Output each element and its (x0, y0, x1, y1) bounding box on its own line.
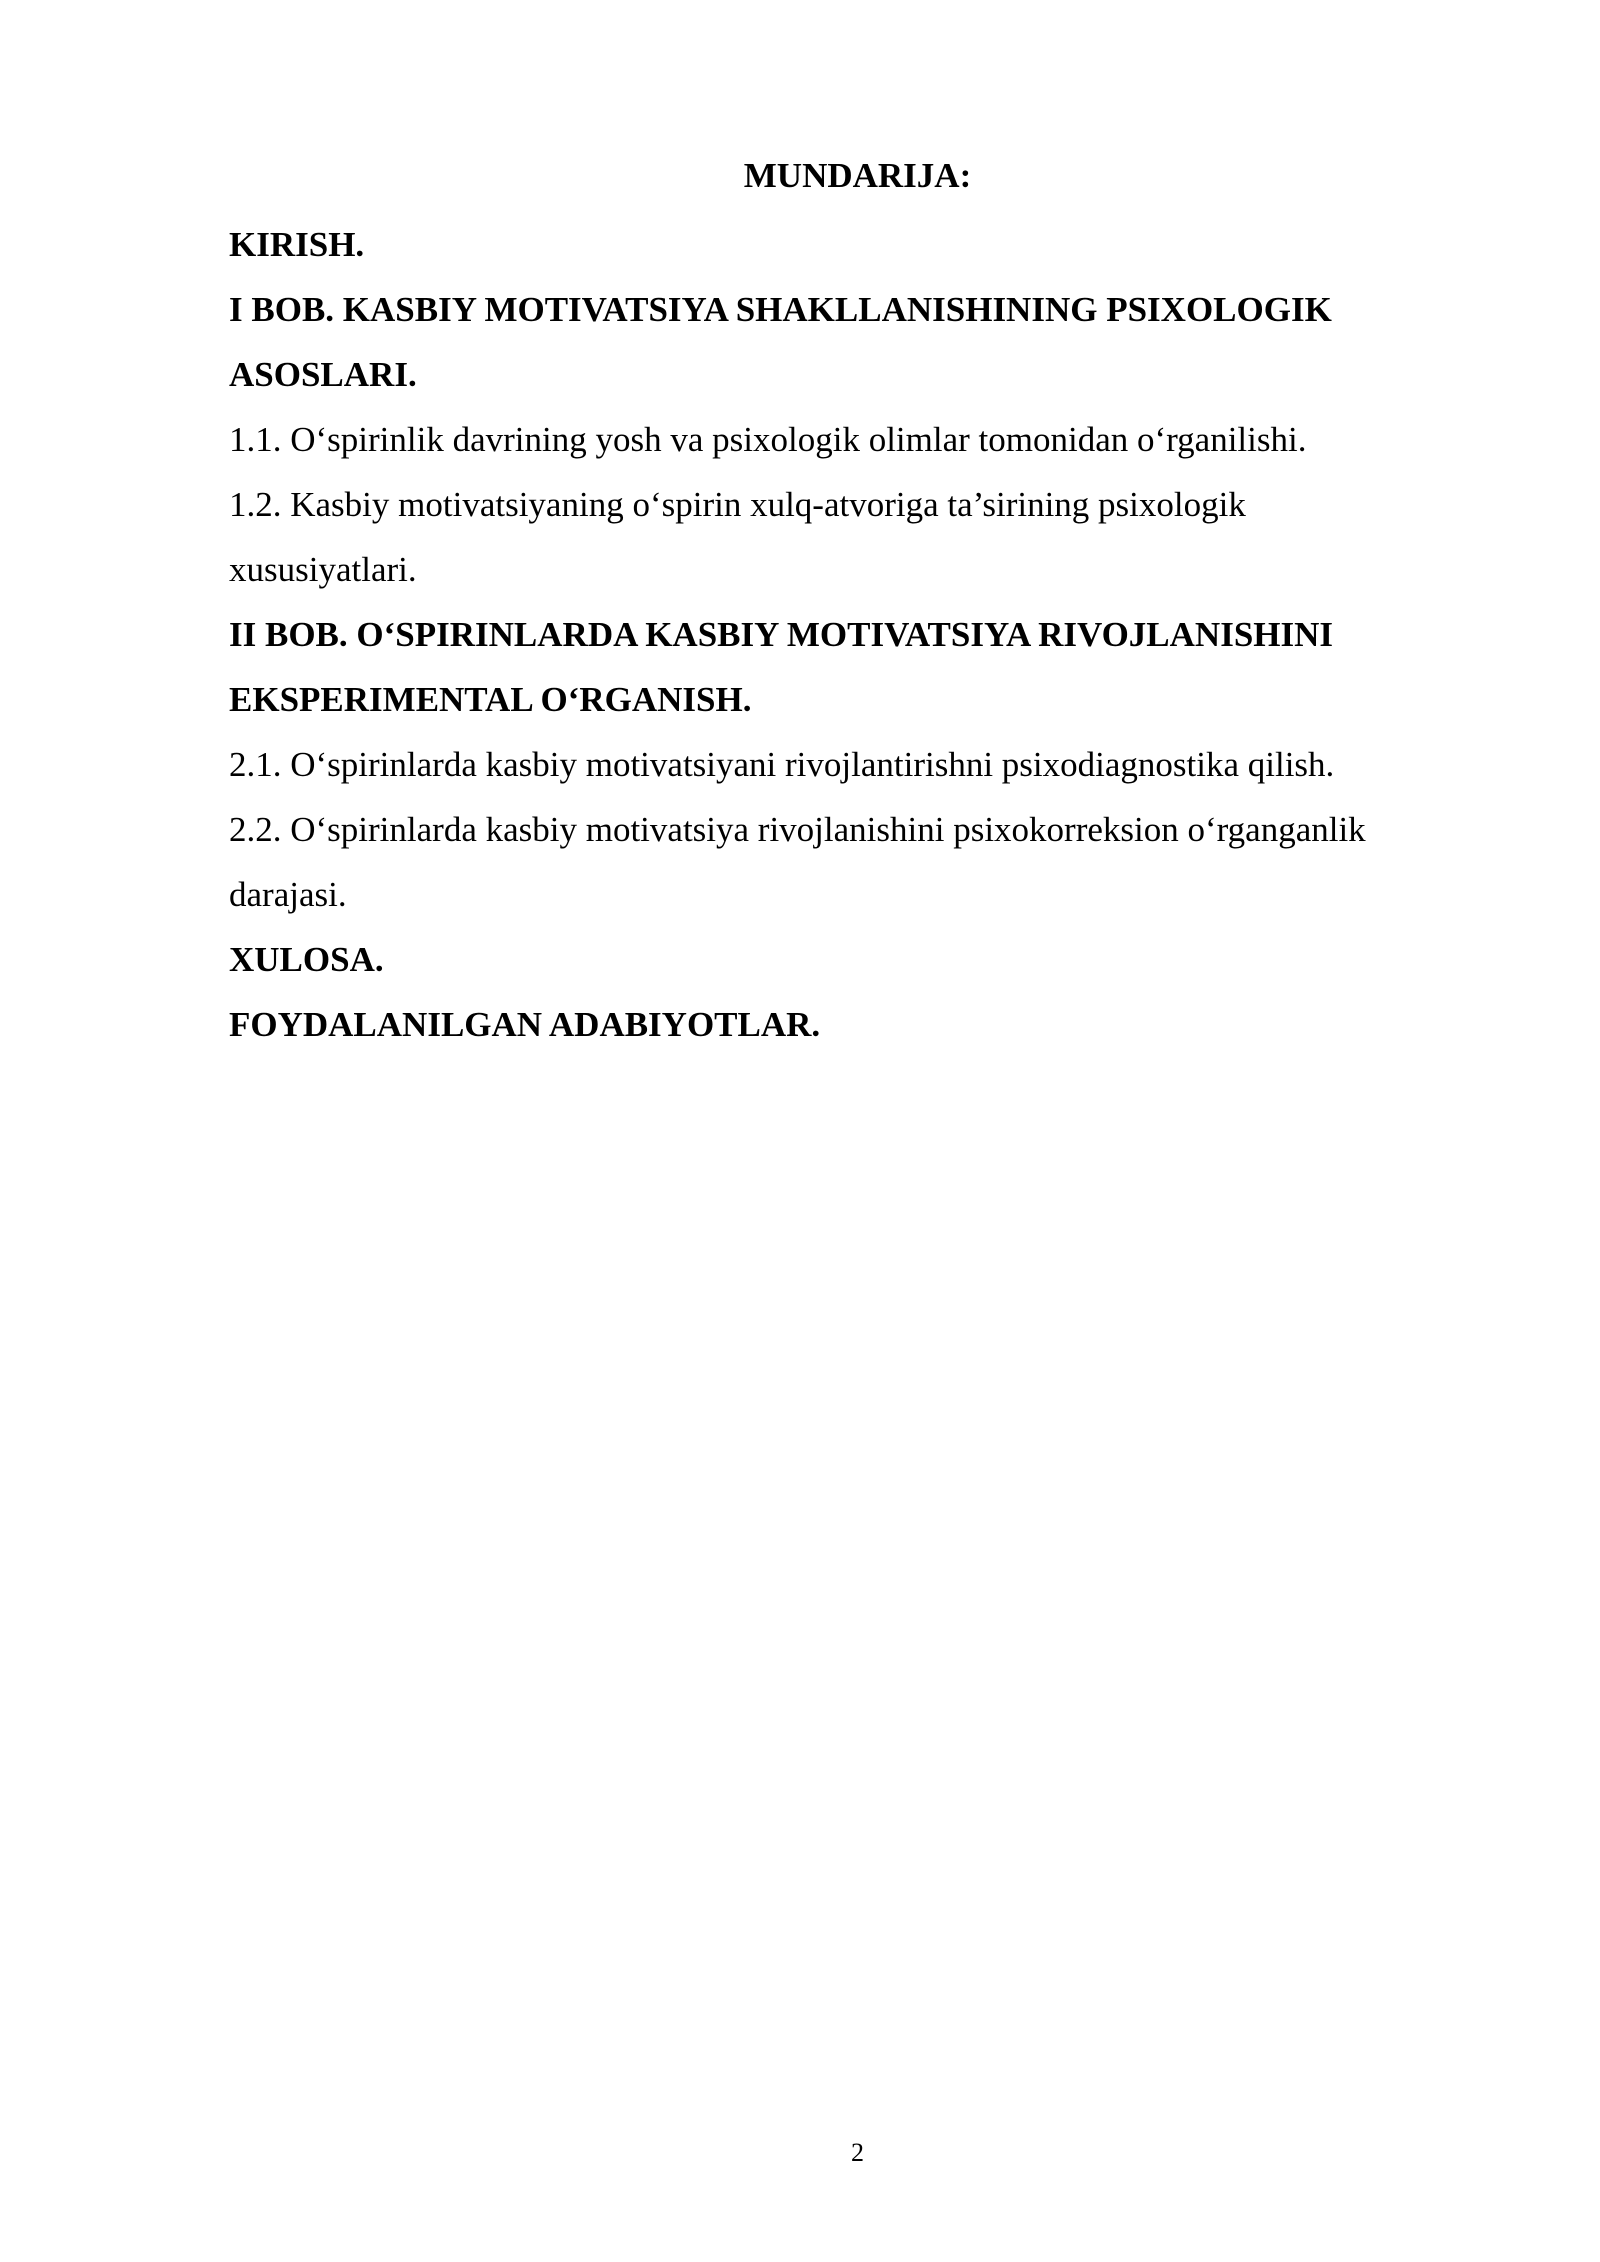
toc-entry-references: FOYDALANILGAN ADABIYOTLAR. (229, 1005, 821, 1044)
toc-entry-chapter-1-cont: ASOSLARI. (229, 355, 417, 394)
toc-entry-section-1-1: 1.1. O‘spirinlik davrining yosh va psixologik olimlar tomonidan o‘rganilishi. (229, 420, 1307, 459)
page-number: 2 (851, 2138, 864, 2167)
toc-entry-section-1-2-cont: xususiyatlari. (229, 550, 417, 589)
toc-entry-section-1-2: 1.2. Kasbiy motivatsiyaning o‘spirin xulq-atvoriga ta’sirining psixologik (229, 485, 1246, 524)
toc-entry-chapter-2: II BOB. O‘SPIRINLARDA KASBIY MOTIVATSIYA RIVOJLANISHINI (229, 615, 1334, 654)
toc-entry-chapter-1: I BOB. KASBIY MOTIVATSIYA SHAKLLANISHINING PSIXOLOGIK (229, 290, 1332, 329)
toc-entry-section-2-2: 2.2. O‘spirinlarda kasbiy motivatsiya rivojlanishini psixokorreksion o‘rganganlik (229, 810, 1366, 849)
table-of-contents (229, 212, 1469, 1057)
toc-entry-chapter-2-cont: EKSPERIMENTAL O‘RGANISH. (229, 680, 752, 719)
toc-entry-conclusion: XULOSA. (229, 940, 384, 979)
toc-entry-introduction: KIRISH. (229, 225, 365, 264)
toc-entry-section-2-1: 2.1. O‘spirinlarda kasbiy motivatsiyani rivojlantirishni psixodiagnostika qilish. (229, 745, 1335, 784)
toc-entry-section-2-2-cont: darajasi. (229, 875, 347, 914)
toc-title: MUNDARIJA: (743, 156, 972, 195)
